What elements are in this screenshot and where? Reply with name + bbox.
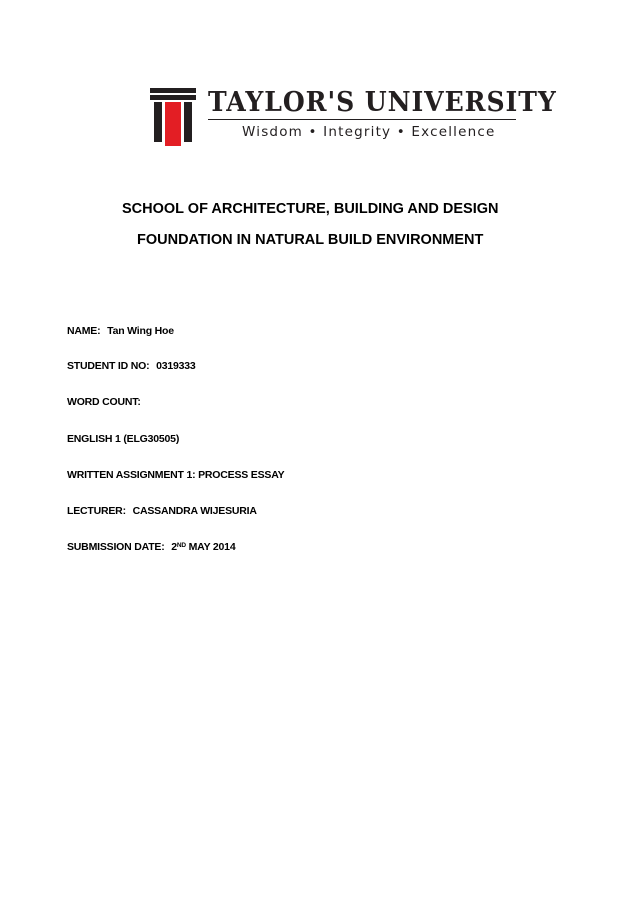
- submission-day: 2: [171, 541, 177, 553]
- university-name: TAYLOR'S UNIVERSITY: [208, 87, 557, 118]
- school-name: SCHOOL OF ARCHITECTURE, BUILDING AND DESIGN: [122, 201, 499, 217]
- submission-label: SUBMISSION DATE:: [67, 541, 165, 553]
- name-value: Tan Wing Hoe: [107, 325, 174, 337]
- word-count-label: WORD COUNT:: [67, 396, 141, 408]
- university-crest-icon: [150, 88, 196, 146]
- student-id-value: 0319333: [156, 360, 196, 372]
- submission-month-year: MAY 2014: [188, 541, 236, 553]
- name-label: NAME:: [67, 325, 101, 337]
- submission-row: [67, 540, 235, 554]
- lecturer-row: [67, 504, 257, 518]
- course-row: [67, 432, 179, 446]
- student-id-label: STUDENT ID NO:: [67, 360, 150, 372]
- assignment-row: [67, 468, 284, 482]
- programme-name: FOUNDATION IN NATURAL BUILD ENVIRONMENT: [137, 232, 484, 248]
- course-name: ENGLISH 1 (ELG30505): [67, 433, 180, 445]
- lecturer-label: LECTURER:: [67, 505, 126, 517]
- university-tagline: Wisdom • Integrity • Excellence: [242, 124, 496, 140]
- student-id-row: [67, 359, 196, 373]
- lecturer-value: CASSANDRA WIJESURIA: [132, 505, 257, 517]
- word-count-row: [67, 395, 145, 409]
- logo-divider: [208, 119, 516, 120]
- university-logo: [150, 87, 557, 148]
- name-row: [67, 324, 174, 338]
- submission-day-suffix: ND: [176, 542, 186, 549]
- assignment-title: WRITTEN ASSIGNMENT 1: PROCESS ESSAY: [67, 469, 285, 481]
